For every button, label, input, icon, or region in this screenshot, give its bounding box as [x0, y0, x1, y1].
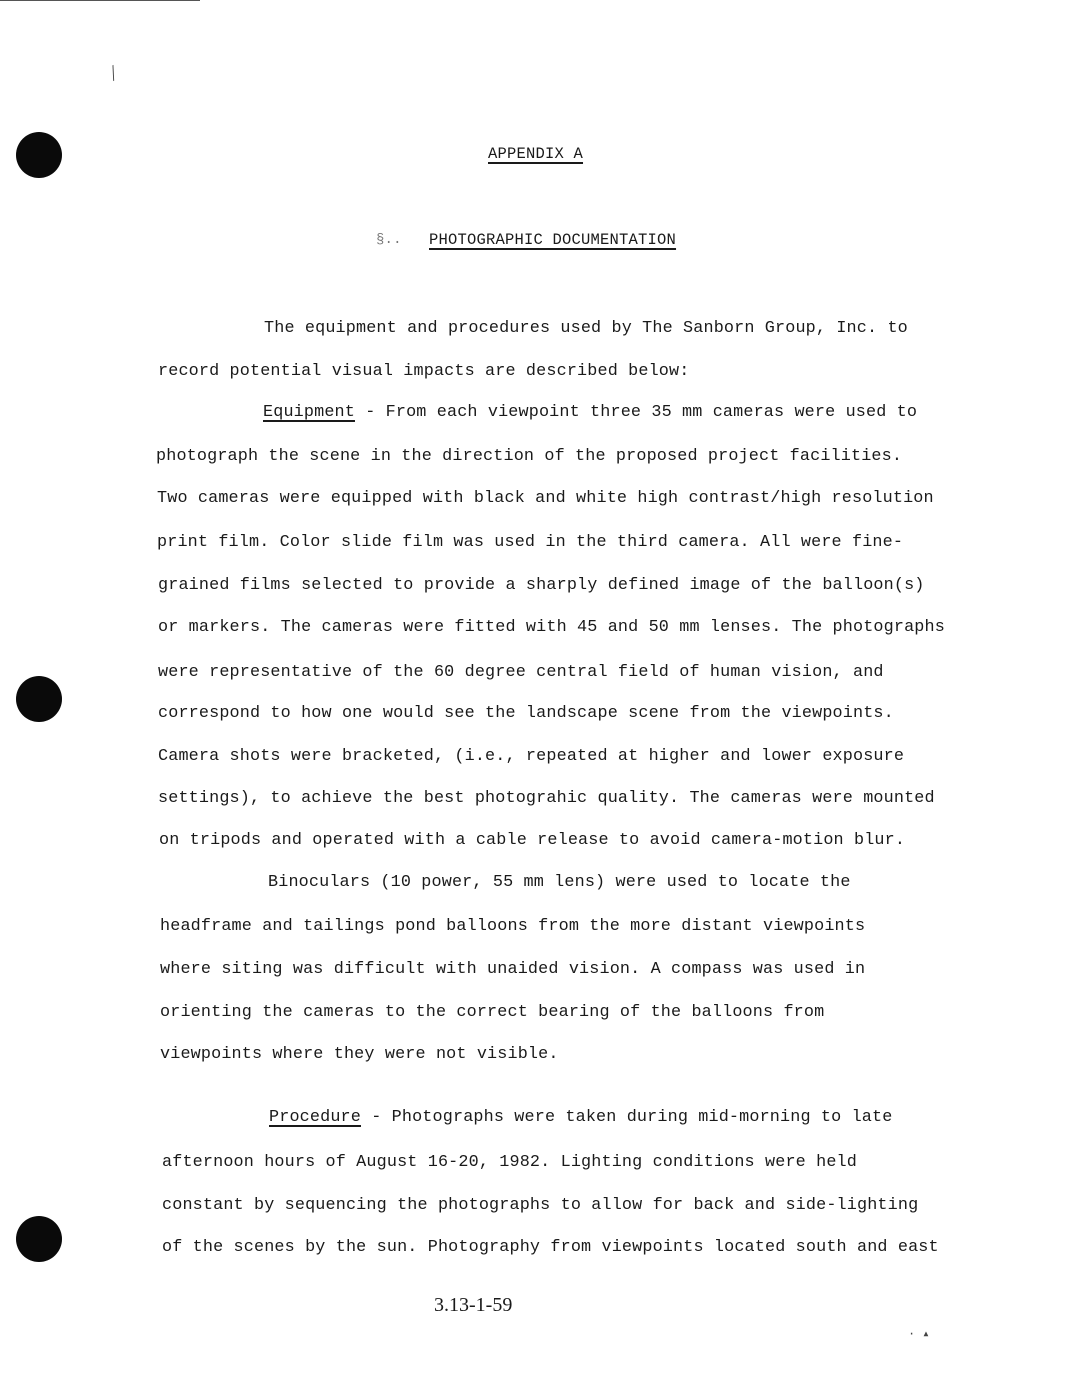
- text-line: of the scenes by the sun. Photography from viewpoints located south and east: [162, 1238, 939, 1257]
- punch-hole-top: [16, 132, 62, 178]
- scan-edge-line: [0, 0, 200, 1]
- text-line: Camera shots were bracketed, (i.e., repeated at higher and lower exposure: [158, 747, 905, 766]
- text-line: print film. Color slide film was used in the third camera. All were fine-: [157, 533, 904, 552]
- text-line: orienting the cameras to the correct bearing of the balloons from: [160, 1003, 825, 1022]
- section-mark: §..: [376, 232, 402, 248]
- punch-hole-bottom: [16, 1216, 62, 1262]
- text-line: where siting was difficult with unaided vision. A compass was used in: [160, 960, 866, 979]
- text-line: settings), to achieve the best photograhic quality. The cameras were mounted: [158, 789, 935, 808]
- text-line: constant by sequencing the photographs to allow for back and side-lighting: [162, 1196, 919, 1215]
- text-line: Two cameras were equipped with black and white high contrast/high resolution: [157, 489, 934, 508]
- text-line: record potential visual impacts are described below:: [158, 362, 690, 381]
- text-line: afternoon hours of August 16-20, 1982. Lighting conditions were held: [162, 1153, 857, 1172]
- text-line: Equipment - From each viewpoint three 35 mm cameras were used to: [263, 403, 918, 422]
- text-line: viewpoints where they were not visible.: [160, 1045, 559, 1064]
- scan-mark: ╱: [107, 66, 121, 82]
- text-line: on tripods and operated with a cable release to avoid camera-motion blur.: [159, 831, 906, 850]
- text-line: were representative of the 60 degree central field of human vision, and: [158, 663, 884, 682]
- equipment-label: Equipment: [263, 403, 355, 422]
- text-line: Binoculars (10 power, 55 mm lens) were used to locate the: [268, 873, 851, 892]
- text-line: correspond to how one would see the landscape scene from the viewpoints.: [158, 704, 894, 723]
- text-line: or markers. The cameras were fitted with 45 and 50 mm lenses. The photographs: [158, 618, 945, 637]
- text-line: grained films selected to provide a sharply defined image of the balloon(s): [158, 576, 925, 595]
- text-line: photograph the scene in the direction of the proposed project facilities.: [156, 447, 903, 466]
- procedure-label: Procedure: [269, 1108, 361, 1127]
- section-heading: PHOTOGRAPHIC DOCUMENTATION: [429, 231, 677, 249]
- text-line: Procedure - Photographs were taken during mid-morning to late: [269, 1108, 893, 1127]
- scan-mark: · ▴: [908, 1327, 930, 1341]
- appendix-heading: APPENDIX A: [488, 145, 584, 163]
- page-number: 3.13-1-59: [434, 1294, 513, 1316]
- text-line: The equipment and procedures used by The Sanborn Group, Inc. to: [264, 319, 908, 338]
- punch-hole-middle: [16, 676, 62, 722]
- text-line: headframe and tailings pond balloons from the more distant viewpoints: [160, 917, 866, 936]
